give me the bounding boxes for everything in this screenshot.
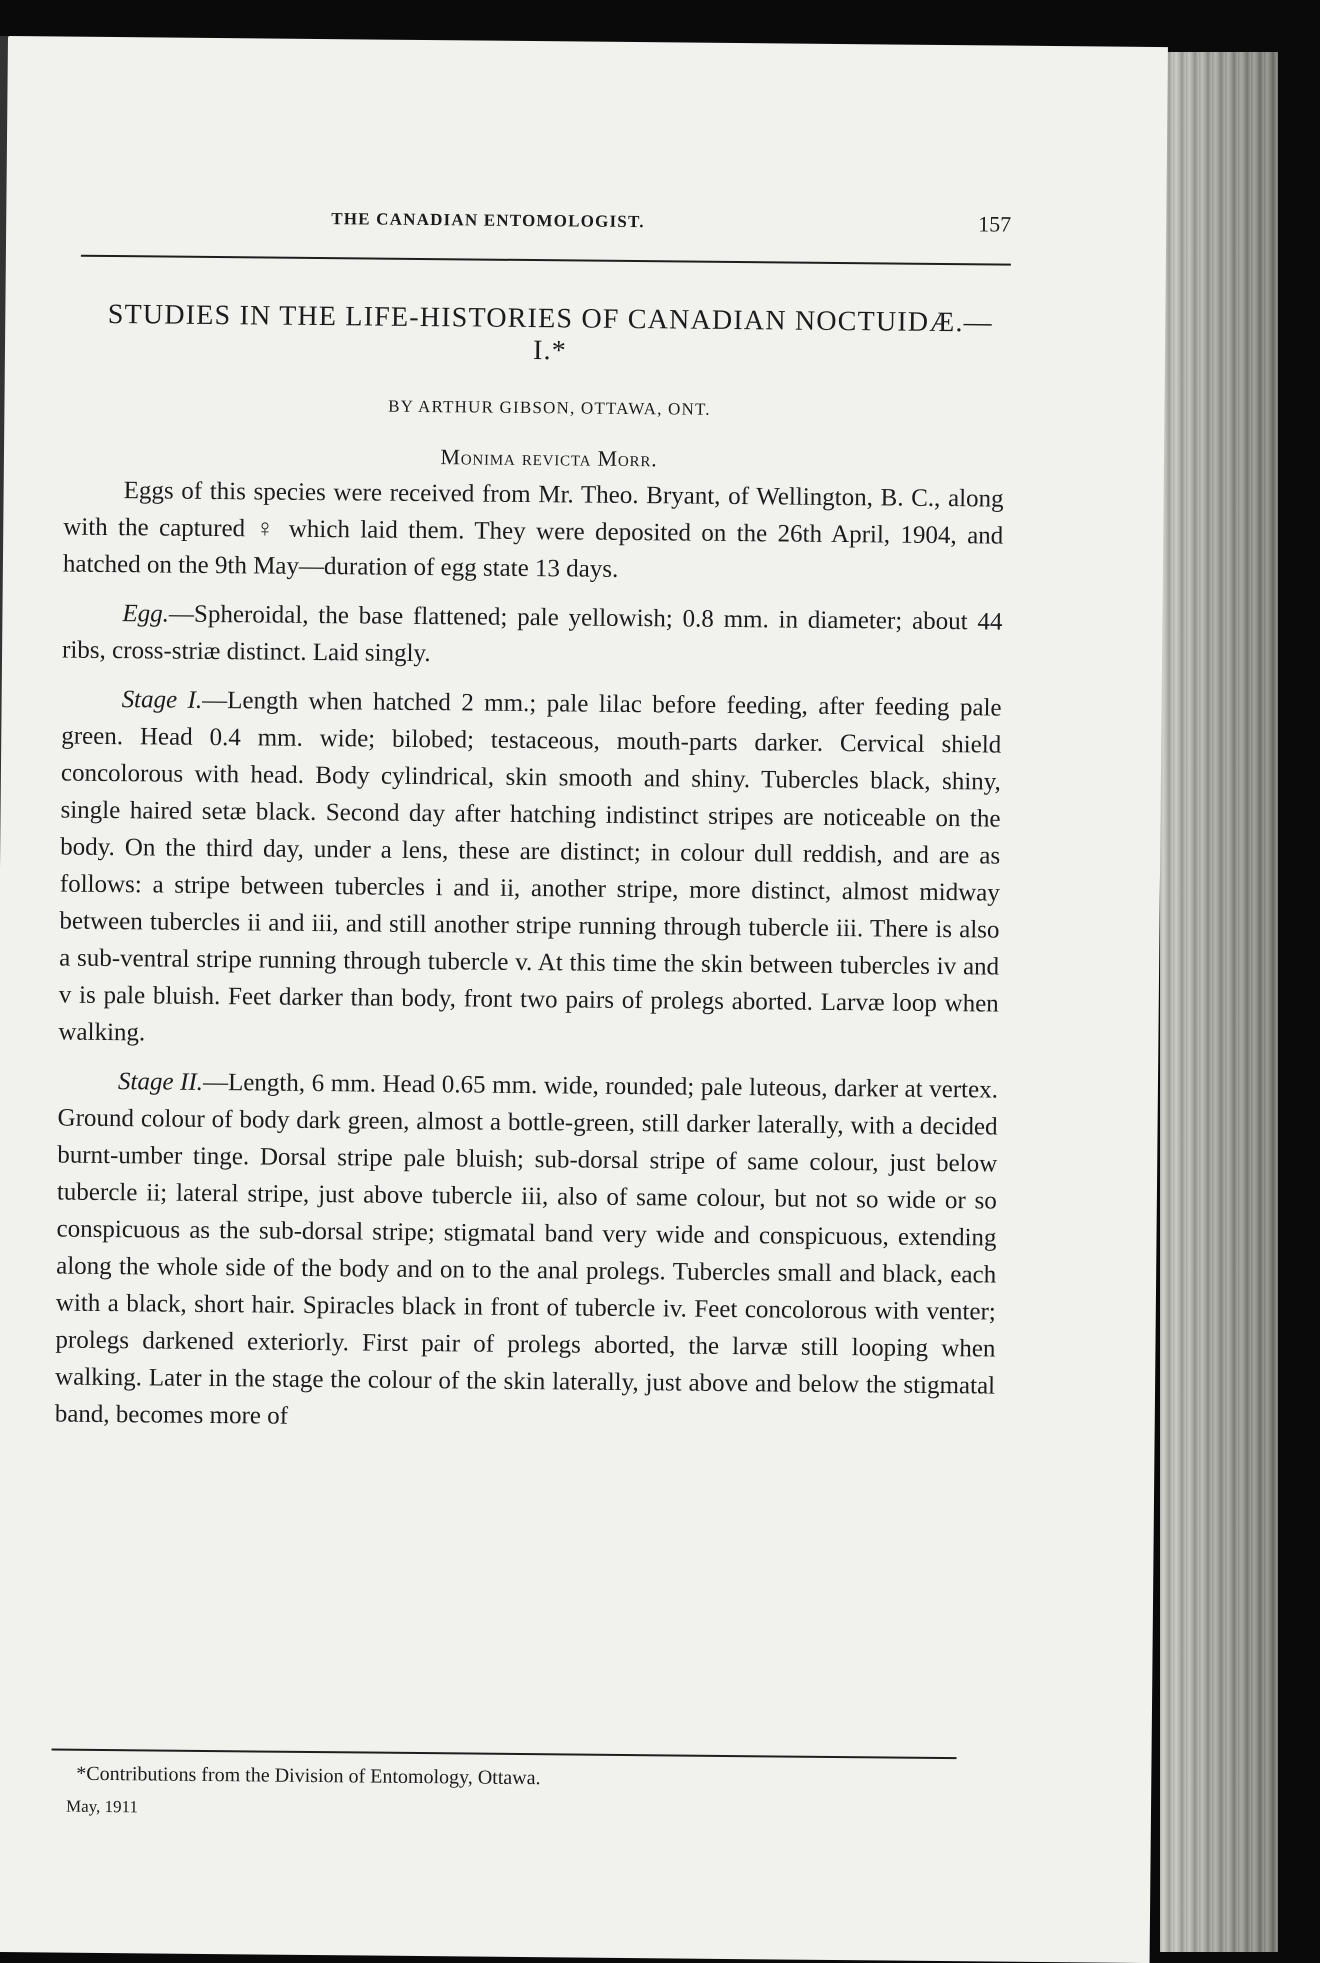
header-rule — [81, 255, 1011, 266]
paragraph-egg — [62, 595, 1003, 678]
issue-date: May, 1911 — [66, 1797, 138, 1818]
book-page-edges — [1160, 52, 1278, 1952]
paragraph-lead: Stage I. — [122, 686, 203, 714]
paragraph-lead: Egg. — [122, 600, 169, 627]
paragraph-text: —Length when hatched 2 mm.; pale lilac before feeding, after feeding pale green. Head 0.4 mm. wide; bilobed; testaceous, mouth-parts darker. Cervical shield concolorous with head. Body cylindrical, skin smooth and shiny. Tubercles black, shiny, single haired setæ black. Second day after hatching indistinct stripes are noticeable on the body. On the third day, under a lens, these are distinct; in colour dull reddish, and are as follows: a stripe between tubercles i and ii, another stripe, more distinct, almost midway between tubercles ii and iii, and still another stripe running through tubercle iii. There is also a sub-ventral stripe running through tubercle v. At this time the skin between tubercles iv and v is pale bluish. Feet darker than body, front two pairs of prolegs aborted. Larvæ loop when walking. — [58, 687, 1001, 1046]
running-head — [81, 203, 1011, 252]
footnote-text: *Contributions from the Division of Entomology, Ottawa. — [76, 1761, 976, 1796]
paragraph-text: —Spheroidal, the base flattened; pale yellowish; 0.8 mm. in diameter; about 44 ribs, cross-striæ distinct. Laid singly. — [62, 601, 1003, 668]
footnote-rule — [52, 1748, 957, 1759]
paragraph-text: —Length, 6 mm. Head 0.65 mm. wide, rounded; pale luteous, darker at vertex. Ground colour of body dark green, almost a bottle-green, still darker laterally, with a decided burnt-umber tinge. Dorsal stripe pale bluish; sub-dorsal stripe of same colour, just below tubercle ii; lateral stripe, just above tubercle iii, also of same colour, but not so wide or so conspicuous as the sub-dorsal stripe; stigmatal band very wide and conspicuous, extending along the whole side of the body and on to the anal prolegs. Tubercles small and black, each with a black, short hair. Spiracles black in front of tubercle iv. Feet concolorous with venter; prolegs darkened exteriorly. First pair of prolegs aborted, the larvæ still looping when walking. Later in the stage the colour of the skin laterally, just above and below the stigmatal band, becomes more of — [55, 1069, 998, 1430]
paragraph-lead: Stage II. — [118, 1068, 203, 1096]
article-title: STUDIES IN THE LIFE-HISTORIES OF CANADIAN NOCTUIDÆ.—I.* — [100, 299, 1001, 372]
paragraph-stage-1 — [58, 681, 1002, 1060]
book-page — [0, 36, 1168, 1963]
paragraph-intro — [63, 472, 1004, 592]
article-byline: BY ARTHUR GIBSON, OTTAWA, ONT. — [99, 394, 999, 423]
journal-title: THE CANADIAN ENTOMOLOGIST. — [331, 209, 645, 232]
article-body — [54, 472, 1003, 1454]
paragraph-text: Eggs of this species were received from Mr. Theo. Bryant, of Wellington, B. C., along with the captured ♀ which laid them. They were deposited on the 26th April, 1904, and hatched on the 9th May—duration of egg state 13 days. — [63, 477, 1004, 583]
species-heading: Monima revicta Morr. — [99, 441, 999, 476]
paragraph-stage-2 — [55, 1063, 999, 1442]
page-number: 157 — [978, 211, 1011, 237]
